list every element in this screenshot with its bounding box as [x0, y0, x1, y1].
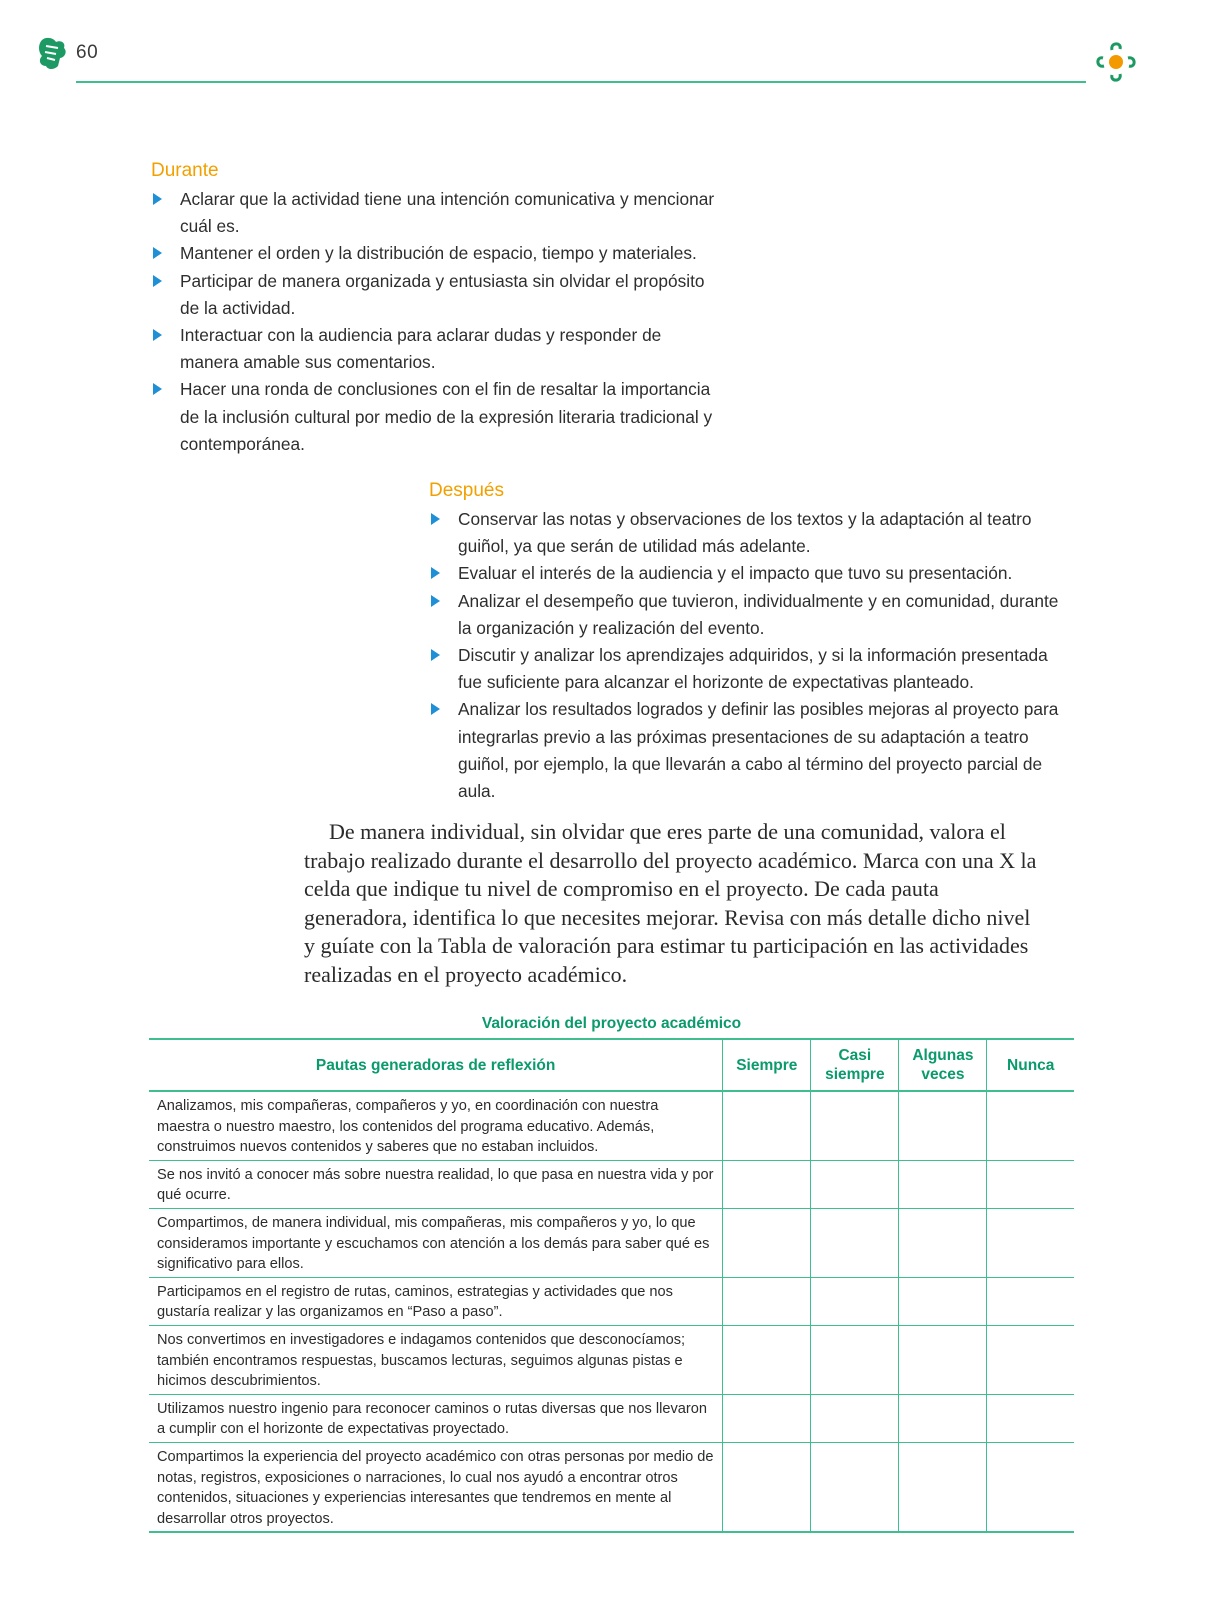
pauta-cell: Utilizamos nuestro ingenio para reconocer caminos o rutas diversas que nos llevaron a cumplir con el horizonte de expectativas proyectado.: [149, 1394, 723, 1442]
algunas-veces-cell[interactable]: [899, 1442, 987, 1532]
siempre-cell[interactable]: [723, 1160, 811, 1208]
list-item: Conservar las notas y observaciones de los textos y la adaptación al teatro guiñol, ya que serán de utilidad más adelante.: [429, 506, 1069, 560]
algunas-veces-cell[interactable]: [899, 1325, 987, 1394]
table-row: [149, 1394, 1074, 1442]
nunca-cell[interactable]: [987, 1325, 1074, 1394]
header-pautas: Pautas generadoras de reflexión: [149, 1039, 723, 1091]
list-item: Evaluar el interés de la audiencia y el impacto que tuvo su presentación.: [429, 560, 1069, 587]
bullet-arrow-icon: [431, 703, 440, 715]
list-item: Analizar los resultados logrados y definir las posibles mejoras al proyecto para integrarlas previo a las próximas presentaciones de su adaptación a teatro guiñol, por ejemplo, la que llevarán a cabo al término del proyecto parcial de aula.: [429, 696, 1069, 805]
siempre-cell[interactable]: [723, 1091, 811, 1160]
pauta-cell: Compartimos, de manera individual, mis compañeras, mis compañeros y yo, lo que consideramos importante y escuchamos con atención a los demás para saber qué es significativo para ellos.: [149, 1208, 723, 1277]
table-row: [149, 1325, 1074, 1394]
pauta-cell: Analizamos, mis compañeras, compañeros y yo, en coordinación con nuestra maestra o nuestro maestro, los contenidos del programa educativo. Además, construimos nuevos contenidos y saberes que no estaban incluidos.: [149, 1091, 723, 1160]
pauta-cell: Se nos invitó a conocer más sobre nuestra realidad, lo que pasa en nuestra vida y por qué ocurre.: [149, 1160, 723, 1208]
pauta-cell: Participamos en el registro de rutas, caminos, estrategias y actividades que nos gustaría realizar y las organizamos en “Paso a paso”.: [149, 1277, 723, 1325]
nunca-cell[interactable]: [987, 1208, 1074, 1277]
casi-siempre-cell[interactable]: [811, 1160, 899, 1208]
header-algunas-veces: Algunas veces: [899, 1039, 987, 1091]
casi-siempre-cell[interactable]: [811, 1091, 899, 1160]
page-number: 60: [76, 42, 99, 63]
table-row: [149, 1277, 1074, 1325]
flower-emblem-icon: [1090, 36, 1142, 88]
despues-section: [429, 478, 1069, 805]
list-item: Hacer una ronda de conclusiones con el fin de resaltar la importancia de la inclusión cultural por medio de la expresión literaria tradicional y contemporánea.: [151, 376, 721, 458]
header-siempre: Siempre: [723, 1039, 811, 1091]
despues-list: [429, 506, 1069, 805]
bullet-arrow-icon: [153, 193, 162, 205]
list-item: Interactuar con la audiencia para aclarar dudas y responder de manera amable sus comentarios.: [151, 322, 721, 376]
bullet-arrow-icon: [431, 513, 440, 525]
algunas-veces-cell[interactable]: [899, 1208, 987, 1277]
table-title: Valoración del proyecto académico: [481, 1015, 742, 1032]
table-row: [149, 1160, 1074, 1208]
table-row: [149, 1208, 1074, 1277]
nunca-cell[interactable]: [987, 1277, 1074, 1325]
bullet-arrow-icon: [153, 247, 162, 259]
algunas-veces-cell[interactable]: [899, 1160, 987, 1208]
bullet-arrow-icon: [153, 383, 162, 395]
list-item: Participar de manera organizada y entusiasta sin olvidar el propósito de la actividad.: [151, 268, 721, 322]
table-row: [149, 1091, 1074, 1160]
bullet-arrow-icon: [431, 595, 440, 607]
siempre-cell[interactable]: [723, 1394, 811, 1442]
algunas-veces-cell[interactable]: [899, 1277, 987, 1325]
casi-siempre-cell[interactable]: [811, 1325, 899, 1394]
durante-title: Durante: [151, 160, 219, 181]
table-row: [149, 1442, 1074, 1532]
siempre-cell[interactable]: [723, 1442, 811, 1532]
header-casi-siempre: Casi siempre: [811, 1039, 899, 1091]
algunas-veces-cell[interactable]: [899, 1394, 987, 1442]
casi-siempre-cell[interactable]: [811, 1442, 899, 1532]
book-logo-icon: [36, 36, 68, 72]
table-header-row: [149, 1039, 1074, 1091]
list-item: Discutir y analizar los aprendizajes adquiridos, y si la información presentada fue suficiente para alcanzar el horizonte de expectativas planteado.: [429, 642, 1069, 696]
casi-siempre-cell[interactable]: [811, 1394, 899, 1442]
siempre-cell[interactable]: [723, 1325, 811, 1394]
bullet-arrow-icon: [153, 275, 162, 287]
durante-section: [151, 158, 721, 458]
nunca-cell[interactable]: [987, 1091, 1074, 1160]
bullet-arrow-icon: [431, 567, 440, 579]
siempre-cell[interactable]: [723, 1277, 811, 1325]
nunca-cell[interactable]: [987, 1442, 1074, 1532]
pauta-cell: Nos convertimos en investigadores e indagamos contenidos que desconocíamos; también encontramos respuestas, buscamos lecturas, seguimos algunas pistas e hicimos descubrimientos.: [149, 1325, 723, 1394]
list-item: Aclarar que la actividad tiene una intención comunicativa y mencionar cuál es.: [151, 186, 721, 240]
nunca-cell[interactable]: [987, 1394, 1074, 1442]
casi-siempre-cell[interactable]: [811, 1277, 899, 1325]
nunca-cell[interactable]: [987, 1160, 1074, 1208]
bullet-arrow-icon: [153, 329, 162, 341]
siempre-cell[interactable]: [723, 1208, 811, 1277]
valoracion-table: [149, 1038, 1074, 1533]
despues-title: Después: [429, 480, 504, 501]
durante-list: [151, 186, 721, 458]
algunas-veces-cell[interactable]: [899, 1091, 987, 1160]
list-item: Analizar el desempeño que tuvieron, individualmente y en comunidad, durante la organización y realización del evento.: [429, 588, 1069, 642]
pauta-cell: Compartimos la experiencia del proyecto académico con otras personas por medio de notas, registros, exposiciones o narraciones, lo cual nos ayudó a encontrar otros contenidos, situaciones y experiencias interesantes que tendremos en mente al desarrollar otros proyectos.: [149, 1442, 723, 1532]
casi-siempre-cell[interactable]: [811, 1208, 899, 1277]
instructions-paragraph: De manera individual, sin olvidar que eres parte de una comunidad, valora el trabajo realizado durante el desarrollo del proyecto académico. Marca con una X la celda que indique tu nivel de compromiso en el proyecto. De cada pauta generadora, identifica lo que necesites mejorar. Revisa con más detalle dicho nivel y guíate con la Tabla de valoración para estimar tu participación en las actividades realizadas en el proyecto académico.: [304, 819, 1037, 987]
list-item: Mantener el orden y la distribución de espacio, tiempo y materiales.: [151, 240, 721, 267]
bullet-arrow-icon: [431, 649, 440, 661]
header-rule: [76, 81, 1086, 83]
header-nunca: Nunca: [987, 1039, 1074, 1091]
